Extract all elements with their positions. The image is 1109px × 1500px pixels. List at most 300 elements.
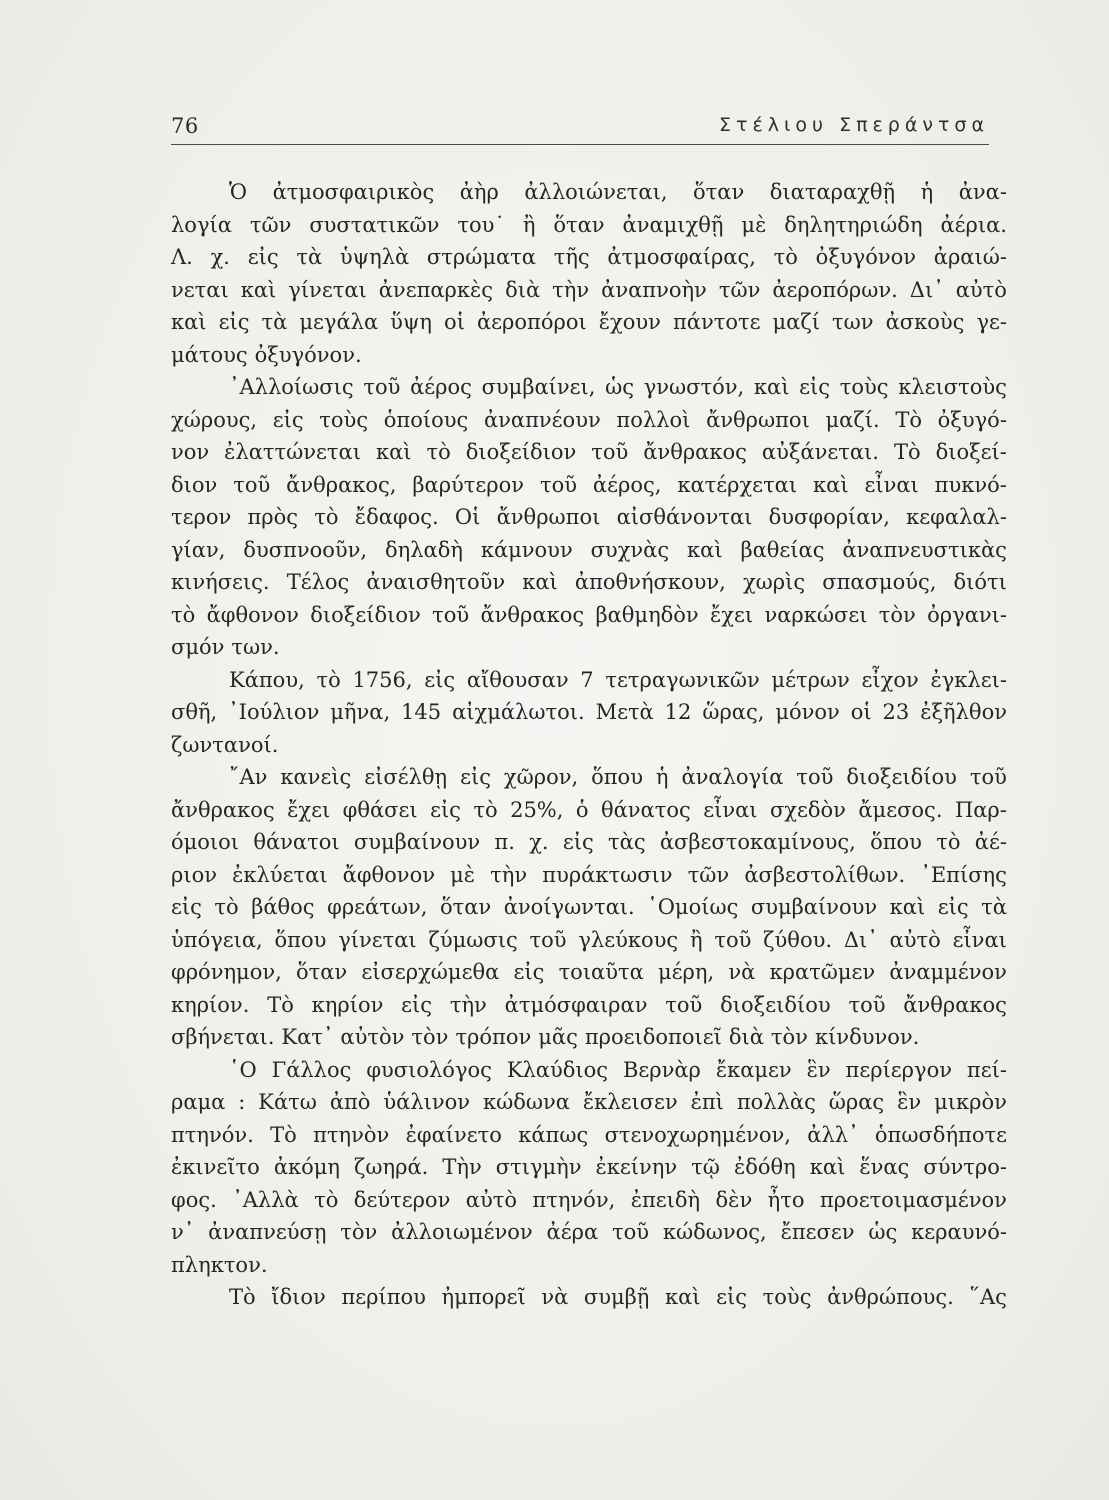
word: 23 <box>882 700 910 724</box>
running-head: Στέλιου Σπεράντσα <box>719 114 989 136</box>
word: ἐλαττώνεται <box>224 440 361 464</box>
text-line <box>171 794 1007 827</box>
word: ζωηρά. <box>354 1155 429 1179</box>
word: Τὴν <box>442 1155 482 1179</box>
text-line <box>171 1249 1007 1282</box>
word: κεραυνό- <box>911 1220 1007 1244</box>
word: ἀκόμη <box>273 1155 340 1179</box>
word: πεί- <box>966 1057 1007 1082</box>
word: τοῦ <box>539 472 577 497</box>
word: εἰς <box>171 895 202 919</box>
text-line <box>171 989 1007 1022</box>
text-line <box>171 826 1007 859</box>
word: σμόν <box>171 635 225 659</box>
word: διον <box>171 472 218 497</box>
word: σχεδὸν <box>769 797 846 822</box>
word: θάνατος <box>600 797 691 822</box>
word: ὅταν <box>693 180 745 204</box>
word: Βερνὰρ <box>622 1057 701 1082</box>
word: τοῦ <box>796 765 834 789</box>
word: καὶ <box>240 277 277 302</box>
word: φυσιολόγος <box>366 1057 492 1082</box>
word: Τέλος <box>286 570 350 594</box>
word: συστατικῶν <box>309 212 440 237</box>
word: π. <box>494 830 515 854</box>
word: ἀναπνευστικὰς <box>842 537 1007 562</box>
word: ὀργανι- <box>927 602 1007 627</box>
word: μικρὸν <box>934 1090 1007 1114</box>
word: τοῦ <box>611 1220 650 1244</box>
word: ἀναισθητοῦν <box>366 570 506 594</box>
word: νὰ <box>541 1285 569 1309</box>
word: ἀνεπαρκὲς <box>378 277 494 302</box>
word: Ὁ <box>229 180 248 204</box>
word: τοὺς <box>319 407 369 432</box>
word: εἰς <box>430 797 461 822</box>
text-line <box>171 761 1007 794</box>
word: μῆνα, <box>330 700 391 724</box>
word: φρεάτων, <box>327 895 428 919</box>
word: εἰς <box>799 375 831 399</box>
word: χ. <box>210 245 230 269</box>
word: ἀνθρώπους. <box>827 1285 954 1309</box>
word: ἢ <box>522 212 536 237</box>
word: κεφαλαλ- <box>906 505 1007 529</box>
word: τοῦ <box>665 992 703 1017</box>
word: τῶν <box>718 277 761 302</box>
text-line <box>171 1151 1007 1184</box>
text-line <box>171 664 1007 697</box>
word: συμβαίνουν <box>750 895 878 919</box>
text-line <box>171 404 1007 437</box>
word: νεται <box>171 277 229 302</box>
word: συμβαίνει, <box>481 375 596 399</box>
word: ἓν <box>806 1057 831 1082</box>
text-line <box>171 241 1007 274</box>
text-line <box>171 1086 1007 1119</box>
text-line <box>171 599 1007 632</box>
word: συμβῇ <box>583 1285 650 1309</box>
word: ἀποθνήσκουν, <box>574 570 726 594</box>
word: αἰχμάλωτοι. <box>452 700 585 724</box>
word: μαζί <box>772 310 820 334</box>
word: Τὸ <box>267 992 294 1017</box>
word: ὑάλινον <box>383 1090 471 1114</box>
word: καὶ <box>665 1285 701 1309</box>
word: ὅταν <box>439 895 492 919</box>
word: ριον <box>171 862 217 887</box>
word: διότι <box>953 570 1007 594</box>
text-line <box>171 566 1007 599</box>
page-number: 76 <box>171 114 199 138</box>
word: βάθος <box>251 895 315 919</box>
word: τρόπον <box>455 1025 532 1049</box>
word: ἀλλ᾽ <box>807 1122 859 1147</box>
word: αὐτὸ <box>889 927 941 952</box>
page-header <box>171 114 989 145</box>
text-line <box>171 1184 1007 1217</box>
word: δηλητηριώδη <box>784 212 923 237</box>
text-line <box>171 859 1007 892</box>
word: ἀεροπόρων. <box>772 277 898 302</box>
word: ναρκώσει <box>764 602 868 627</box>
word: Παρ- <box>954 797 1007 822</box>
word: Τὸ <box>229 1285 256 1309</box>
word: ἄμεσος. <box>858 797 943 822</box>
word: ᾽Αλλοίωσις <box>229 375 354 399</box>
word: ἄνθρακος, <box>286 472 397 497</box>
word: τὸν <box>340 1220 378 1244</box>
word: χωρὶς <box>742 570 806 594</box>
word: προετοιμασμένον <box>819 1187 1007 1212</box>
word: εἰς <box>247 245 279 269</box>
word: τὸ <box>171 602 196 627</box>
word: 25%, <box>510 797 564 822</box>
word: των. <box>231 635 280 659</box>
word: τὸ <box>214 895 239 919</box>
word: ἀσκοὺς <box>885 310 965 334</box>
word: μάτους <box>171 342 248 367</box>
word: ᾽Επίσης <box>920 862 1007 887</box>
word: τοῦ <box>714 927 752 952</box>
word: ἄνθρωποι <box>496 505 601 529</box>
word: ἀεροπόροι <box>476 310 587 334</box>
word: δυσπνοοῦν, <box>243 537 368 562</box>
word: ἀτμοσφαιρικὸς <box>272 180 435 204</box>
word: χ. <box>529 830 549 854</box>
word: κατέρχεται <box>677 472 798 497</box>
word: εἶναι <box>864 472 919 497</box>
word: ὡς <box>868 1220 898 1244</box>
text-line <box>171 696 1007 729</box>
word: ὅταν <box>295 960 348 984</box>
word: θάνατοι <box>253 830 340 854</box>
word: πολλοὶ <box>616 407 691 432</box>
word: Λ. <box>171 245 193 269</box>
word: ἔκαμεν <box>715 1057 792 1082</box>
word: ἠμπορεῖ <box>441 1285 526 1309</box>
word: τερον <box>171 505 232 529</box>
word: κώδωνος, <box>662 1220 767 1244</box>
word: αἴθουσαν <box>466 667 569 692</box>
word: ἢ <box>689 927 703 952</box>
word: εἰς <box>937 895 969 919</box>
word: μᾶς <box>538 1025 578 1049</box>
word: φος. <box>171 1187 217 1212</box>
word: δὲν <box>715 1187 753 1212</box>
word: ζύθου. <box>763 927 833 952</box>
word: γε- <box>976 310 1007 334</box>
word: ἐξῆλθον <box>920 700 1007 724</box>
word: καὶ <box>813 472 849 497</box>
word: ζύμωσις <box>428 927 518 952</box>
word: διοξεί- <box>935 440 1007 464</box>
word: προειδοποιεῖ <box>584 1025 722 1049</box>
word: τὴν <box>552 277 590 302</box>
word: Τὸ <box>893 440 921 464</box>
word: οἱ <box>850 700 872 724</box>
word: τὸ <box>473 797 498 822</box>
word: διοξείδιον <box>310 602 421 627</box>
word: πυκνό- <box>934 472 1007 497</box>
word: Δι᾽ <box>909 277 944 302</box>
word: ἀναμμένον <box>889 960 1007 984</box>
word: ἔχει <box>287 797 331 822</box>
word: διὰ <box>728 1025 764 1049</box>
word: ὅπου <box>274 927 327 952</box>
word: 145 <box>401 700 442 724</box>
word: καὶ <box>375 440 412 464</box>
word: ἐκλύεται <box>232 862 328 887</box>
word: μὲ <box>450 862 476 887</box>
word: ὑπόγεια, <box>171 927 263 952</box>
word: δηλαδὴ <box>384 537 463 562</box>
word: περίεργον <box>845 1057 952 1082</box>
word: ῾Ομοίως <box>647 895 739 919</box>
word: τοῦ <box>529 927 567 952</box>
word: τὸ <box>314 1187 339 1212</box>
word: οἱ <box>444 310 465 334</box>
word: ἀνοίγωνται. <box>503 895 635 919</box>
word: ὀξυγό- <box>937 407 1007 432</box>
word: ὁποίους <box>383 407 469 432</box>
text-line <box>171 209 1007 242</box>
word: όμοιοι <box>171 830 240 854</box>
word: ὥρας <box>828 1090 885 1114</box>
word: ὥρας, <box>702 700 765 724</box>
word: 7 <box>580 667 594 692</box>
word: ἄνθρακος <box>903 992 1007 1017</box>
word: εἰσέλθῃ <box>364 765 448 789</box>
word: ἀλλοιώνεται, <box>524 180 668 204</box>
word: νὰ <box>728 960 756 984</box>
word: λογία <box>171 212 232 237</box>
word: τῆς <box>553 245 590 269</box>
word: μέτρων <box>771 667 850 692</box>
word: των <box>832 310 874 334</box>
word: ἕνας <box>859 1155 910 1179</box>
word: Οἱ <box>454 505 481 529</box>
text-line <box>171 501 1007 534</box>
word: ἀέ- <box>974 830 1007 854</box>
word: συμβαίνουν <box>353 830 481 854</box>
word: κίνδυνον. <box>814 1025 920 1049</box>
word: ἀναλογία <box>681 765 784 789</box>
word: διοξειδίου <box>720 992 831 1017</box>
word: σπασμούς, <box>822 570 937 594</box>
text-line <box>171 956 1007 989</box>
word: καὶ <box>522 570 558 594</box>
word: εἰς <box>716 1285 748 1309</box>
word: πτηνὸν <box>313 1122 390 1147</box>
word: Γάλλος <box>271 1057 352 1082</box>
word: Τὸ <box>895 407 922 432</box>
word: ζωντανοί. <box>171 732 279 757</box>
word: ἀέρος, <box>592 472 662 497</box>
word: συχνὰς <box>590 537 670 562</box>
word: Δι᾽ <box>843 927 878 952</box>
text-line <box>171 436 1007 469</box>
word: εἰς <box>218 310 250 334</box>
word: κλειστοὺς <box>898 375 1007 399</box>
word: τὰ <box>296 245 323 269</box>
word: ἀὴρ <box>459 180 499 204</box>
word: μόνον <box>775 700 840 724</box>
word: ὡς <box>605 375 635 399</box>
word: καὶ <box>889 895 926 919</box>
word: τὸ <box>773 245 798 269</box>
word: κάμνουν <box>480 537 573 562</box>
word: ὁ <box>575 797 589 822</box>
word: γίνεται <box>338 927 417 952</box>
word: τὸ <box>316 667 341 692</box>
word: φρόνημον, <box>171 960 282 984</box>
word: Κάπου, <box>229 667 305 692</box>
word: εἶναι <box>703 797 758 822</box>
word: τὴν <box>449 992 487 1017</box>
word: τὸ <box>314 505 339 529</box>
word: μεγάλα <box>299 310 379 334</box>
text-line <box>171 469 1007 502</box>
word: τῷ <box>691 1155 720 1179</box>
word: γίνεται <box>288 277 367 302</box>
word: τῶν <box>687 862 730 887</box>
word: αἰσθάνονται <box>616 505 753 529</box>
word: Κάτω <box>258 1090 317 1114</box>
word: κηρίον <box>311 992 384 1017</box>
word: ὁπωσδήποτε <box>874 1122 1007 1147</box>
word: τοὺς <box>839 375 889 399</box>
word: ἀναπνοὴν <box>601 277 707 302</box>
word: πτηνόν. <box>171 1122 254 1147</box>
word: τὰς <box>608 830 646 854</box>
word: εἰς <box>401 992 433 1017</box>
word: εἶναι <box>952 927 1007 952</box>
word: καὶ <box>171 310 207 334</box>
word: σθῆ, <box>171 700 218 724</box>
word: χώρους, <box>171 407 258 432</box>
word: ἔχει <box>710 602 754 627</box>
word: γνωστόν, <box>643 375 745 399</box>
text-line <box>171 891 1007 924</box>
word: ἀναπνέουν <box>483 407 601 432</box>
word: χῶρον, <box>503 765 579 789</box>
word: δεύτερον <box>353 1187 451 1212</box>
word: του˙ <box>457 212 505 237</box>
word: ἦτο <box>767 1187 805 1212</box>
text-line <box>171 339 1007 372</box>
text-line <box>171 1119 1007 1152</box>
word: ἄνθρακος <box>171 797 275 822</box>
word: εἰς <box>513 960 545 984</box>
word: ῎Αν <box>229 765 268 789</box>
word: τὰ <box>981 895 1007 919</box>
word: πτηνόν, <box>532 1187 616 1212</box>
text-line <box>171 1281 1007 1314</box>
word: ἀλλοιωμένον <box>391 1220 533 1244</box>
word: πολλὰς <box>736 1090 816 1114</box>
word: τὸν <box>878 602 916 627</box>
word: ἐφαίνετο <box>405 1122 502 1147</box>
word: διὰ <box>505 277 541 302</box>
word: αὐτὸ <box>955 277 1007 302</box>
word: τοῦ <box>969 765 1007 789</box>
word: σβήνεται. <box>171 1025 275 1049</box>
word: κώδωνα <box>482 1090 570 1114</box>
word: μέρη, <box>658 960 715 984</box>
word: Μετὰ <box>595 700 654 724</box>
word: τὸ <box>936 830 961 854</box>
word: ἄνθρακος <box>643 440 747 464</box>
word: σύντρο- <box>923 1155 1007 1179</box>
word: ἐκείνην <box>595 1155 678 1179</box>
word: : <box>238 1090 246 1114</box>
word: εἰς <box>424 667 456 692</box>
word: αὐτὸ <box>465 1187 517 1212</box>
word: ἡ <box>655 765 669 789</box>
word: καὶ <box>687 537 723 562</box>
word: Κλαύδιος <box>506 1057 609 1082</box>
word: δυσφορίαν, <box>768 505 890 529</box>
word: ἔδαφος. <box>354 505 439 529</box>
text-line <box>171 1054 1007 1087</box>
word: καὶ <box>809 1155 846 1179</box>
word: ἔχουν <box>598 310 661 334</box>
word: ἄφθονον <box>342 862 435 887</box>
text-line <box>171 1216 1007 1249</box>
word: τὸν <box>770 1025 808 1049</box>
text-line <box>171 306 1007 339</box>
word: τετραγωνικῶν <box>605 667 760 692</box>
word: ἀσβεστολίθων. <box>744 862 906 887</box>
word: 12 <box>664 700 692 724</box>
word: ἐπειδὴ <box>630 1187 701 1212</box>
word: κάπως <box>518 1122 589 1147</box>
word: εἰσερχώμεθα <box>361 960 500 984</box>
text-line <box>171 1021 1007 1054</box>
word: ἀναμιχθῇ <box>622 212 724 237</box>
text-line <box>171 371 1007 404</box>
text-line <box>171 729 1007 762</box>
word: ἓν <box>897 1090 922 1114</box>
word: ὕψη <box>390 310 432 334</box>
text-line <box>171 176 1007 209</box>
word: ὑψηλὰ <box>339 245 410 269</box>
word: ὀξυγόνον. <box>254 342 362 367</box>
word: εἰς <box>272 407 304 432</box>
word: ᾽Ιούλιον <box>228 700 320 724</box>
word: ὅταν <box>553 212 605 237</box>
word: στιγμὴν <box>495 1155 582 1179</box>
word: ᾽Αλλὰ <box>232 1187 299 1212</box>
word: πληκτον. <box>171 1252 268 1277</box>
word: βαθμηδὸν <box>595 602 699 627</box>
text-line <box>171 924 1007 957</box>
word: διαταραχθῇ <box>769 180 896 204</box>
word: στρώματα <box>426 245 536 269</box>
word: ἀέρια. <box>940 212 1007 237</box>
word: τοῦ <box>432 602 470 627</box>
word: ἀέρος <box>410 375 472 399</box>
word: κανεὶς <box>280 765 352 789</box>
word: Τὸ <box>270 1122 297 1147</box>
word: ν᾽ <box>171 1220 195 1244</box>
word: πάντοτε <box>672 310 761 334</box>
body-text <box>171 176 1007 1314</box>
word: πρὸς <box>247 505 299 529</box>
word: ἀτμόσφαιραν <box>504 992 648 1017</box>
word: ἐγκλει- <box>930 667 1007 692</box>
